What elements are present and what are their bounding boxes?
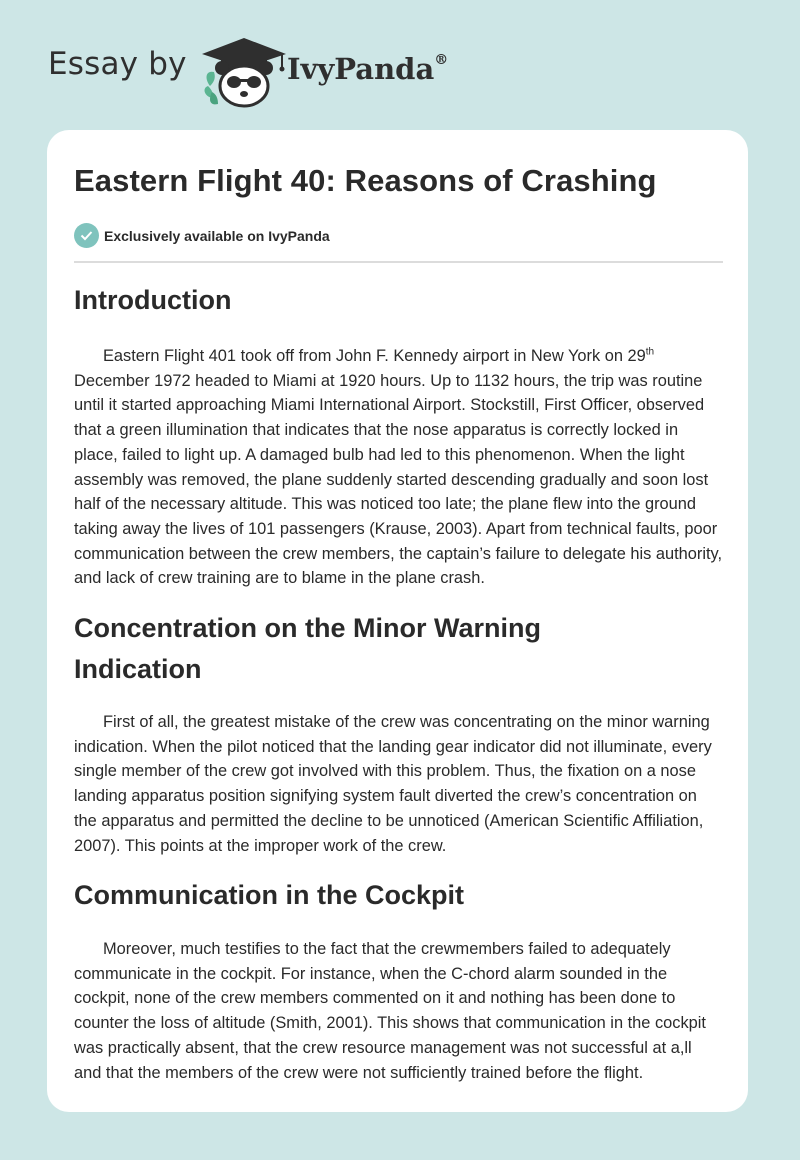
page-title: Eastern Flight 40: Reasons of Crashing <box>74 163 657 198</box>
essay-card <box>47 130 748 1112</box>
check-icon <box>74 223 99 248</box>
essay-by-label: Essay by <box>48 46 187 82</box>
section-paragraph-concentration: First of all, the greatest mistake of the crew was concentrating on the minor warning indication. When the pilot noticed that the landing gear indicator did not illuminate, every single member of the crew got involved with this problem. Thus, the fixation on a nose landing apparatus position signifying system fault diverted the crew’s concentration on the apparatus and permitted the decline to be unnoticed (American Scientific Affiliation, 2007). This points at the improper work of the crew. <box>74 713 712 855</box>
section-paragraph-introduction: Eastern Flight 401 took off from John F. Kennedy airport in New York on 29th December 1972 headed to Miami at 1920 hours. Up to 1132 hours, the trip was routine until it started approaching Miami International Airport. Stockstill, First Officer, observed that a green illumination that indicates that the nose apparatus is correctly locked in place, failed to light up. A damaged bulb had led to this phenomenon. When the light assembly was removed, the plane suddenly started descending gradually and soon lost half of the necessary altitude. This was noticed too late; the plane flew into the ground taking away the lives of 101 passengers (Krause, 2003). Apart from technical faults, poor communication between the crew members, the captain’s failure to delegate his authority, and lack of crew training are to blame in the plane crash. <box>74 346 723 588</box>
section-heading-communication: Communication in the Cockpit <box>74 880 465 910</box>
title-divider <box>74 261 723 263</box>
registered-mark: ® <box>434 52 449 69</box>
section-heading-concentration: Concentration on the Minor Warning Indication <box>74 613 541 684</box>
ordinal-suffix: th <box>645 346 655 358</box>
exclusive-text: Exclusively available on IvyPanda <box>104 227 330 244</box>
brand-name[interactable]: IvyPanda® <box>287 52 449 86</box>
section-paragraph-communication: Moreover, much testifies to the fact that the crewmembers failed to adequately communicate in the cockpit. For instance, when the C-chord alarm sounded in the cockpit, none of the crew members commented on it and nothing has been done to counter the loss of altitude (Smith, 2001). This shows that communication in the cockpit was practically absent, that the crew resource management was not successful at a,ll and that the members of the crew were not sufficiently trained before the flight. <box>74 940 706 1082</box>
section-heading-introduction: Introduction <box>74 285 232 315</box>
site-header <box>0 0 800 130</box>
ivypanda-logo-icon[interactable] <box>200 36 288 108</box>
exclusive-badge <box>74 223 330 248</box>
